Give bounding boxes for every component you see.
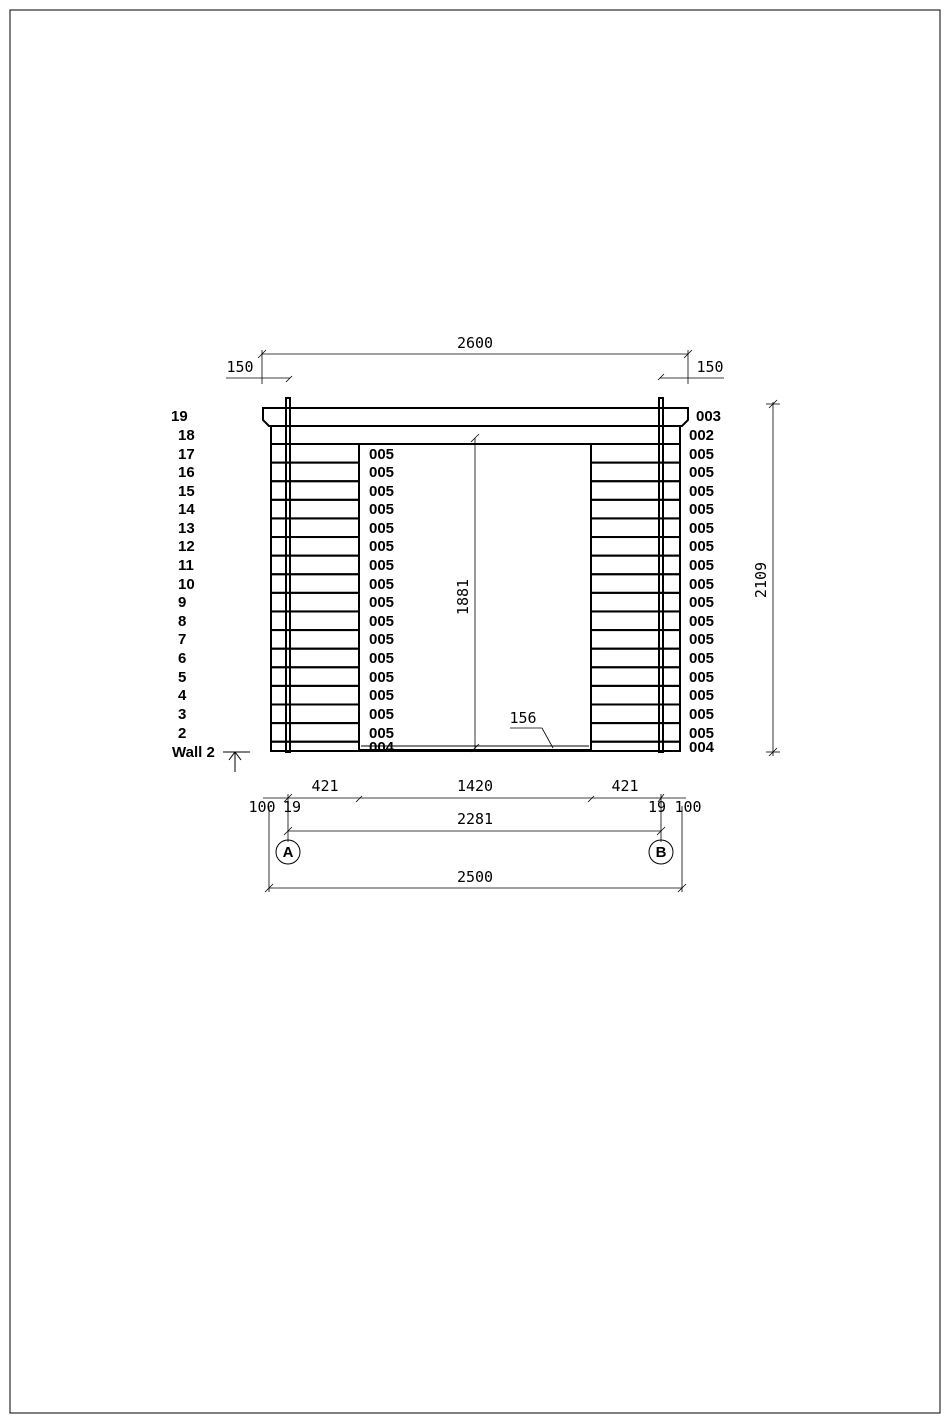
log-left (271, 704, 359, 723)
log-right (591, 500, 680, 519)
wall-label: Wall 2 (172, 744, 215, 761)
log-right (591, 556, 680, 575)
row-number: 11 (178, 557, 194, 574)
row-number: 6 (178, 650, 187, 667)
log-left (271, 537, 359, 556)
dim-overall-top (258, 334, 692, 384)
dim-text-2109: 2109 (752, 561, 770, 599)
left-part-code: 005 (369, 613, 395, 630)
log-left (271, 593, 359, 612)
log-right (591, 667, 680, 686)
left-part-code: 005 (369, 631, 395, 648)
log-right (591, 742, 680, 751)
right-part-code: 005 (689, 557, 715, 574)
right-part-code: 005 (689, 650, 715, 667)
axis-marker-b (649, 840, 673, 864)
left-part-code: 005 (369, 501, 395, 518)
log-right (591, 686, 680, 705)
dim-text-1420: 1420 (456, 777, 494, 795)
left-wall-logs (271, 444, 359, 751)
right-part-code: 005 (689, 725, 715, 742)
log-right (591, 723, 680, 742)
dim-text-100-right: 100 (674, 798, 702, 816)
log-left (271, 518, 359, 537)
dim-axis-span (284, 810, 665, 835)
left-part-code: 005 (369, 669, 395, 686)
dim-threshold (509, 709, 553, 748)
row-number: 14 (178, 501, 195, 518)
left-part-code: 005 (369, 706, 395, 723)
left-part-code: 005 (369, 483, 395, 500)
left-part-code: 005 (369, 538, 395, 555)
log-left (271, 463, 359, 482)
left-part-code: 005 (369, 464, 395, 481)
left-part-code: 005 (369, 650, 395, 667)
dim-overall-height (752, 400, 780, 756)
dim-text-421-left: 421 (311, 777, 339, 795)
log-left (271, 444, 359, 463)
dim-text-421-right: 421 (611, 777, 639, 795)
wall-label-group (172, 744, 250, 772)
dim-text-156: 156 (509, 709, 537, 727)
log-left (271, 649, 359, 668)
dim-text-150-left: 150 (226, 358, 254, 376)
left-part-code: 004 (369, 739, 395, 756)
left-part-code: 005 (369, 594, 395, 611)
dim-text-100-left: 100 (248, 798, 276, 816)
log-right (591, 463, 680, 482)
left-part-code: 005 (369, 557, 395, 574)
log-left (271, 611, 359, 630)
right-wall-logs (591, 444, 680, 751)
log-left (271, 500, 359, 519)
dim-overhang-right (658, 358, 724, 380)
row-number: 9 (178, 594, 187, 611)
right-part-code: 005 (689, 520, 715, 537)
dim-text-150-right: 150 (696, 358, 724, 376)
log-left (271, 723, 359, 742)
left-part-code: 005 (369, 446, 395, 463)
row-number: 12 (178, 538, 195, 555)
right-part-code: 005 (689, 446, 715, 463)
log-right (591, 649, 680, 668)
row-number: 5 (178, 669, 187, 686)
log-left (271, 630, 359, 649)
log-right (591, 574, 680, 593)
left-part-code: 005 (369, 687, 395, 704)
log-left (271, 686, 359, 705)
right-part-code: 002 (689, 427, 715, 444)
right-part-code: 005 (689, 631, 715, 648)
right-part-code: 005 (689, 687, 715, 704)
axis-label-a: A (282, 844, 294, 861)
log-left (271, 556, 359, 575)
row-number: 15 (178, 483, 195, 500)
dim-text-19-left: 19 (282, 798, 302, 816)
axis-marker-a (276, 840, 300, 864)
right-part-code: 005 (689, 594, 715, 611)
right-part-code: 005 (689, 576, 715, 593)
top-log (271, 426, 680, 444)
axis-label-b: B (655, 844, 667, 861)
right-part-code: 005 (689, 464, 715, 481)
log-right (591, 704, 680, 723)
log-right (591, 630, 680, 649)
log-left (271, 574, 359, 593)
row-number: 2 (178, 725, 187, 742)
row-number: 16 (178, 464, 195, 481)
left-part-code: 005 (369, 576, 395, 593)
row-number-list (171, 408, 195, 742)
right-code-list (689, 408, 721, 756)
log-right (591, 444, 680, 463)
right-part-code: 005 (689, 501, 715, 518)
right-part-code: 005 (689, 706, 715, 723)
right-part-code: 005 (689, 483, 715, 500)
dim-door-height (454, 434, 479, 752)
right-part-code: 004 (689, 739, 715, 756)
row-number: 18 (178, 427, 195, 444)
roof-board (263, 408, 688, 426)
dim-text-19-right: 19 (647, 798, 667, 816)
dim-text-2600: 2600 (456, 334, 494, 352)
log-left (271, 481, 359, 500)
right-part-code: 005 (689, 613, 715, 630)
log-left (271, 667, 359, 686)
dim-overhang-left (226, 358, 292, 382)
right-part-code: 005 (689, 538, 715, 555)
dim-text-2281: 2281 (456, 810, 494, 828)
log-right (591, 593, 680, 612)
left-code-list (369, 446, 395, 756)
row-number: 8 (178, 613, 187, 630)
row-number: 10 (178, 576, 195, 593)
log-right (591, 481, 680, 500)
dim-text-1881: 1881 (454, 578, 472, 616)
row-number: 3 (178, 706, 187, 723)
right-part-code: 003 (696, 408, 722, 425)
log-right (591, 518, 680, 537)
log-left (271, 742, 359, 751)
row-number: 13 (178, 520, 195, 537)
log-right (591, 537, 680, 556)
log-right (591, 611, 680, 630)
row-number: 7 (178, 631, 187, 648)
row-number: 19 (171, 408, 188, 425)
row-number: 17 (178, 446, 195, 463)
dim-text-2500: 2500 (456, 868, 494, 886)
left-part-code: 005 (369, 725, 395, 742)
left-part-code: 005 (369, 520, 395, 537)
row-number: 4 (178, 687, 187, 704)
right-part-code: 005 (689, 669, 715, 686)
